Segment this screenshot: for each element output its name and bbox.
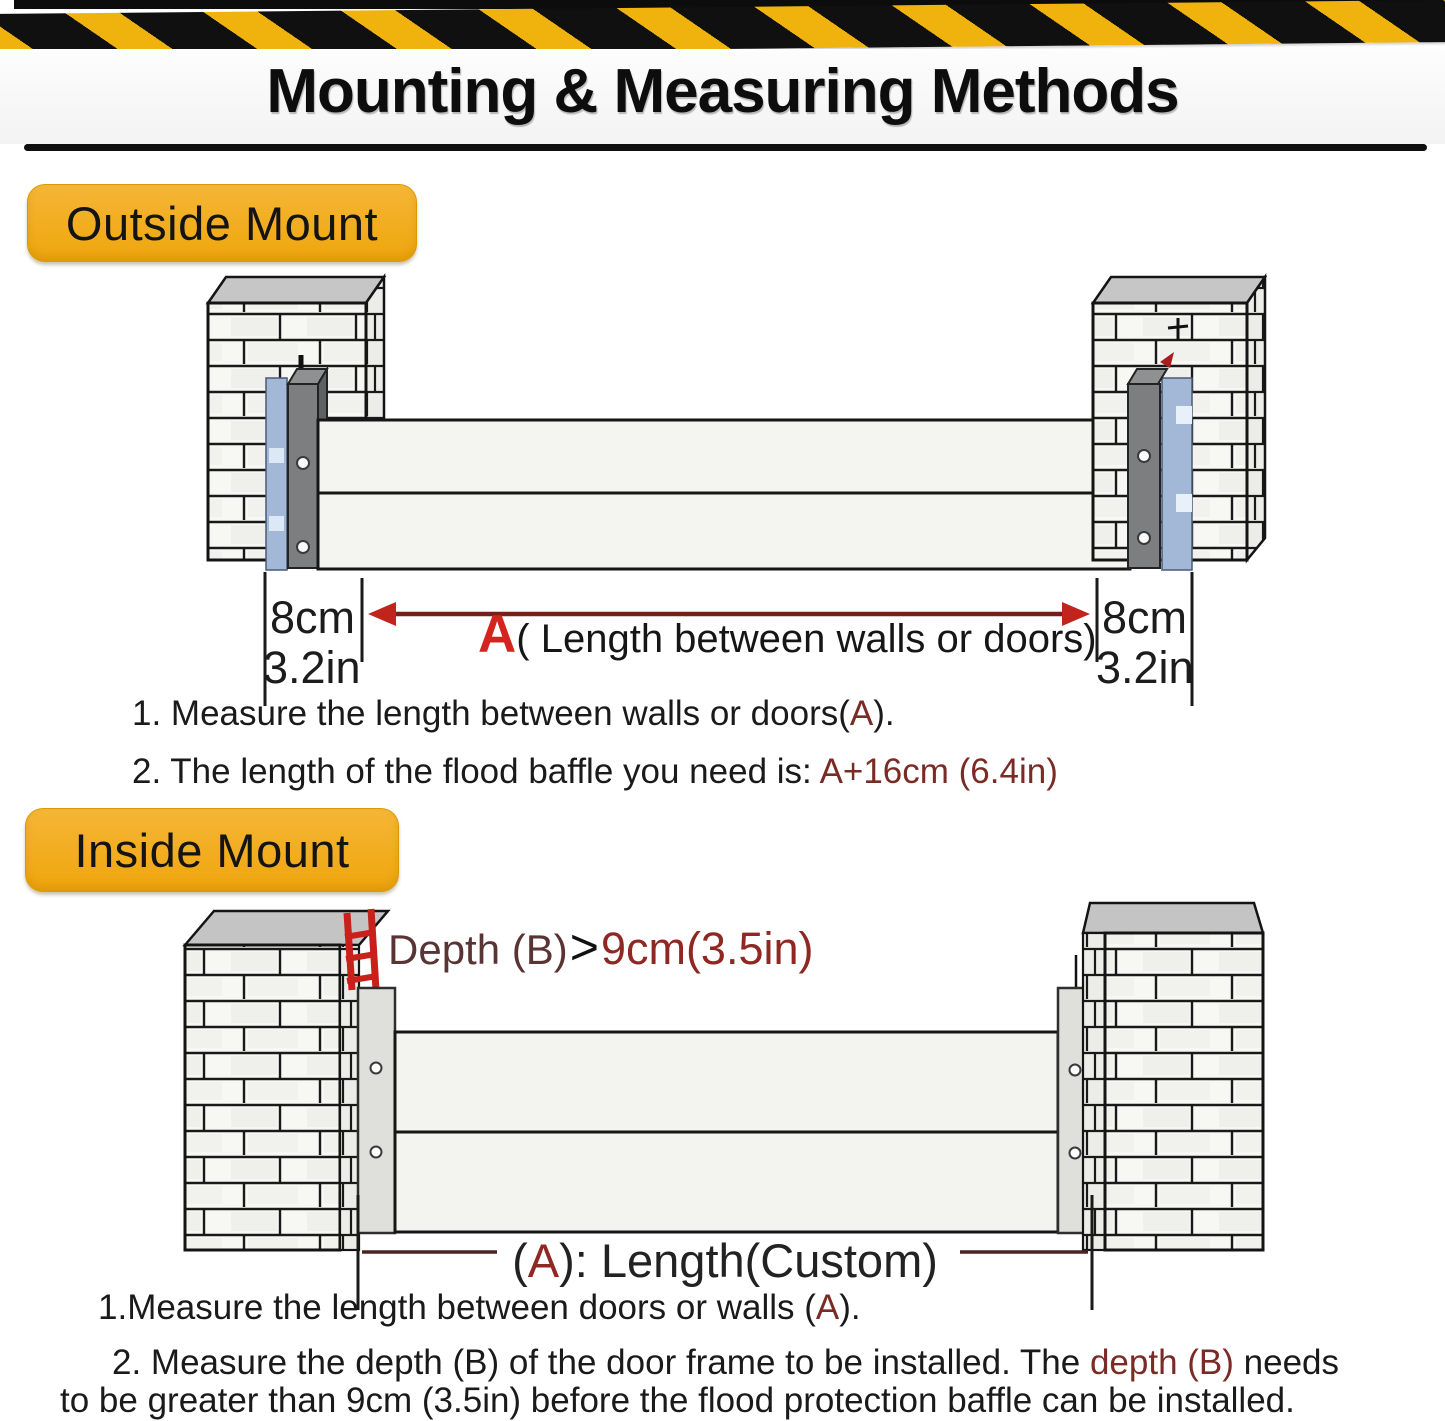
screw-hole (1138, 532, 1150, 544)
title-underline (24, 144, 1427, 151)
depth-note-value: 9cm(3.5in) (600, 923, 814, 974)
length-a-description: ( Length between walls or doors) (516, 617, 1097, 661)
outside-step-2-value: A+16cm (6.4in) (819, 752, 1058, 791)
outside-step-1-a: A (849, 694, 874, 733)
inside-step-3 (60, 1381, 1295, 1421)
outside-step-2 (132, 752, 1058, 792)
outside-mount-badge-label: Outside Mount (65, 196, 379, 250)
outside-step-2-text: 2. The length of the flood baffle you need is: (132, 752, 820, 791)
inside-step-2-end: needs (1233, 1343, 1340, 1382)
inside-step-1-a: A (815, 1288, 840, 1327)
inside-length-a: A (527, 1234, 560, 1287)
inside-length-open: ( (512, 1234, 528, 1287)
left-seal-strip (266, 378, 287, 570)
inside-step-1-text: 1.Measure the length between doors or walls ( (98, 1288, 816, 1327)
screw-hole (371, 1063, 382, 1074)
inside-step-2-text: 2. Measure the depth (B) of the door frame to be installed. The (112, 1343, 1090, 1382)
screw-hole (297, 541, 309, 553)
inside-step-1-end: ). (839, 1288, 861, 1327)
depth-note-label: Depth (B) (388, 926, 568, 973)
right-offset-in: 3.2in (1096, 642, 1194, 693)
outside-step-1-end: ). (873, 694, 895, 733)
screw-hole (371, 1147, 382, 1158)
inside-right-brick-pillar (1083, 903, 1263, 1250)
outside-step-1 (132, 694, 895, 734)
length-a-letter: A (478, 605, 517, 664)
left-offset-in: 3.2in (263, 642, 361, 693)
screw-hole (1070, 1065, 1081, 1076)
outside-flood-barrier-boards (318, 420, 1130, 569)
screw-hole (1138, 450, 1150, 462)
inside-length-rest: ): Length(Custom) (559, 1234, 938, 1287)
inside-mount-badge-label: Inside Mount (74, 823, 350, 877)
depth-note (388, 918, 814, 976)
left-offset-cm: 8cm (270, 592, 356, 643)
inside-left-channel-plate (358, 988, 395, 1233)
length-a-label (478, 604, 1097, 665)
page-title: Mounting & Measuring Methods (266, 57, 1179, 126)
right-offset-cm: 8cm (1102, 592, 1188, 643)
greater-than-sign: > (569, 919, 599, 975)
outside-step-1-text: 1. Measure the length between walls or doors( (132, 694, 850, 733)
arrow-head-left (368, 602, 396, 626)
inside-step-3-text: to be greater than 9cm (3.5in) before the flood protection baffle can be installed. (60, 1381, 1295, 1420)
inside-step-1 (98, 1288, 861, 1328)
inside-mount-badge (25, 808, 399, 892)
outside-mount-badge (27, 184, 417, 262)
inside-step-2 (112, 1343, 1339, 1383)
inside-length-label (420, 1233, 1030, 1288)
outside-right-mounting-channel (1128, 352, 1192, 570)
screw-hole (297, 457, 309, 469)
inside-flood-barrier-boards (395, 1032, 1058, 1232)
inside-step-2-depth: depth (B) (1089, 1343, 1234, 1382)
screw-hole (1070, 1148, 1081, 1159)
